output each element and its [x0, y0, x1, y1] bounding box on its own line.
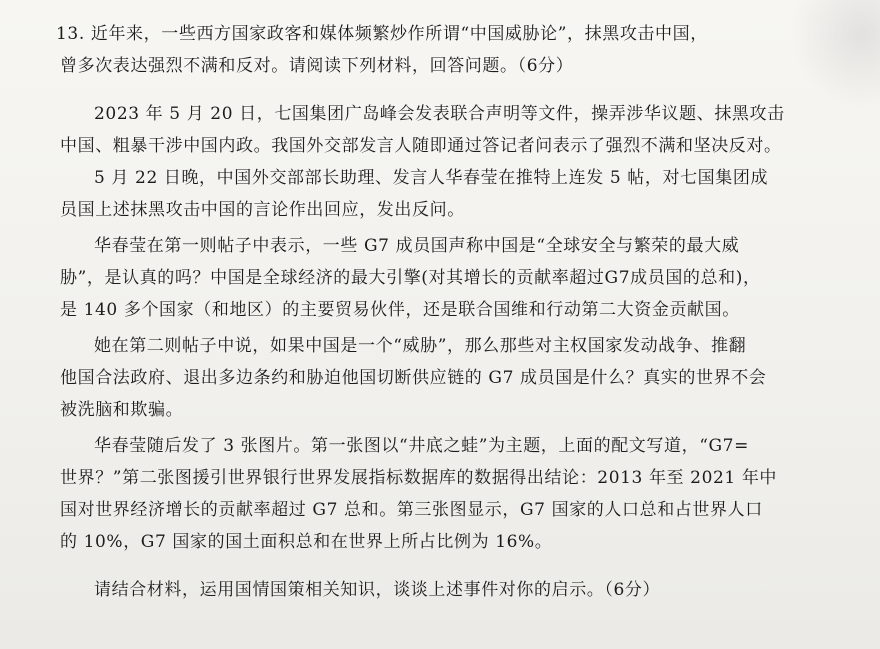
- paragraph-line: 是 140 多个国家（和地区）的主要贸易伙伴，还是联合国维和行动第二大资金贡献国。: [60, 300, 740, 320]
- material-paragraph-3: [60, 230, 840, 326]
- answer-prompt: 请结合材料，运用国情国策相关知识，谈谈上述事件对你的启示。（6分）: [94, 580, 661, 600]
- paragraph-line: 华春莹在第一则帖子中表示，一些 G7 成员国声称中国是“全球安全与繁荣的最大威: [94, 236, 740, 256]
- paragraph-line: 国对世界经济增长的贡献率超过 G7 总和。第三张图显示，G7 国家的人口总和占世界人口: [60, 500, 763, 520]
- question-line-2: 曾多次表达强烈不满和反对。请阅读下列材料，回答问题。（6分）: [60, 56, 574, 76]
- material-paragraph-1: [60, 98, 840, 162]
- question-header: [56, 18, 840, 82]
- paragraph-line: 她在第二则帖子中说，如果中国是一个“威胁”，那么那些对主权国家发动战争、推翻: [94, 336, 747, 356]
- paragraph-line: 胁”，是认真的吗？中国是全球经济的最大引擎(对其增长的贡献率超过G7成员国的总和)，: [60, 268, 761, 288]
- scan-shadow: [790, 0, 880, 110]
- paragraph-line: 华春莹随后发了 3 张图片。第一张图以“井底之蛙”为主题，上面的配文写道，“G7=: [94, 436, 749, 456]
- question-line-1: 13. 近年来，一些西方国家政客和媒体频繁炒作所谓“中国威胁论”，抹黑攻击中国，: [56, 24, 708, 44]
- paragraph-line: 被洗脑和欺骗。: [60, 400, 184, 420]
- paragraph-line: 世界？”第二张图援引世界银行世界发展指标数据库的数据得出结论：2013 年至 2021 年中: [60, 468, 778, 488]
- material-paragraph-5: [60, 430, 840, 558]
- material-paragraph-2: [60, 162, 840, 226]
- paragraph-line: 5 月 22 日晚，中国外交部部长助理、发言人华春莹在推特上连发 5 帖，对七国集团成: [94, 168, 769, 188]
- paragraph-line: 员国上述抹黑攻击中国的言论作出回应，发出反问。: [60, 200, 465, 220]
- paragraph-line: 他国合法政府、退出多边条约和胁迫他国切断供应链的 G7 成员国是什么？真实的世界不会: [60, 368, 767, 388]
- paragraph-line: 2023 年 5 月 20 日，七国集团广岛峰会发表联合声明等文件，操弄涉华议题、抹黑攻击: [94, 104, 785, 124]
- paragraph-line: 中国、粗暴干涉中国内政。我国外交部发言人随即通过答记者问表示了强烈不满和坚决反对。: [60, 136, 782, 156]
- material-paragraph-4: [60, 330, 840, 426]
- paragraph-line: 的 10%，G7 国家的国土面积总和在世界上所占比例为 16%。: [60, 532, 553, 552]
